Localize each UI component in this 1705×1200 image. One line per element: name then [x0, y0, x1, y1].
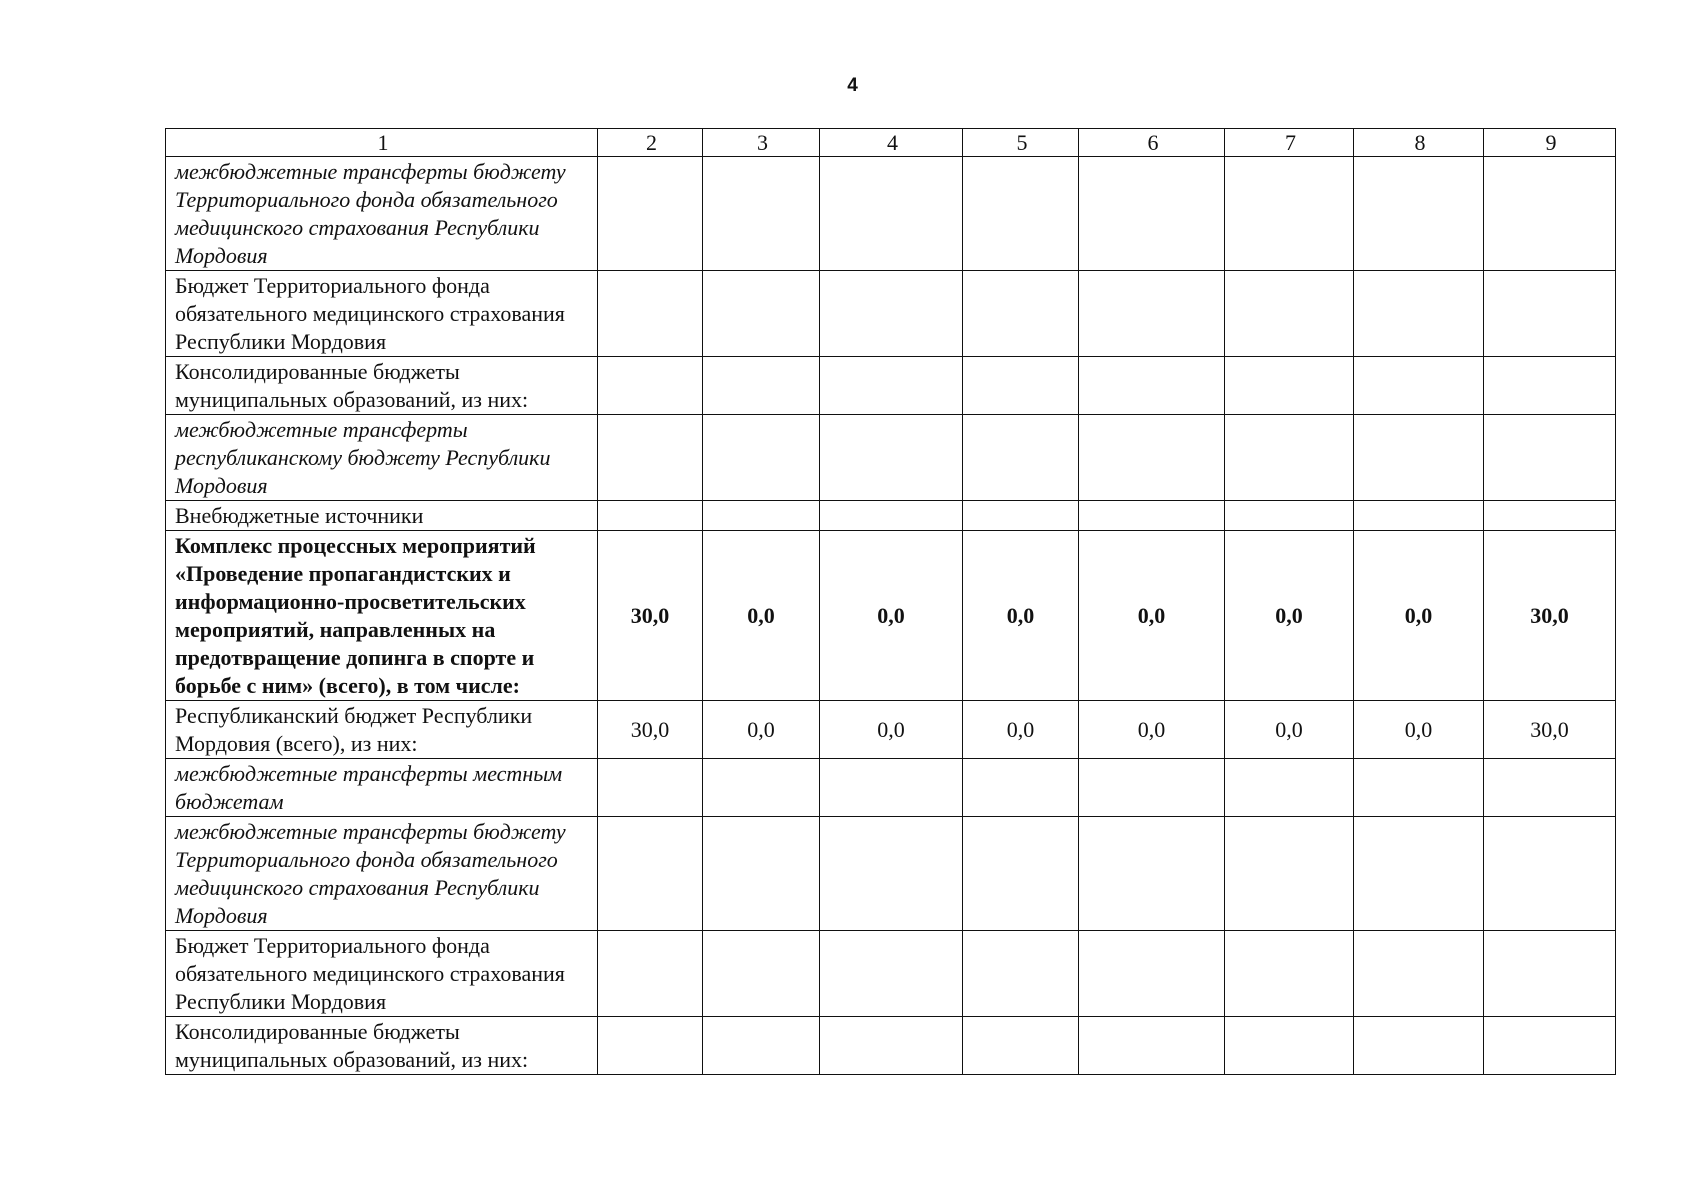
- value-cell: 30,0: [598, 701, 703, 759]
- value-cell: [1225, 759, 1354, 817]
- value-cell: [703, 271, 820, 357]
- value-cell: [1079, 501, 1225, 531]
- value-cell: [1225, 415, 1354, 501]
- value-cell: [1484, 157, 1616, 271]
- value-cell: 30,0: [1484, 701, 1616, 759]
- row-label: Бюджет Территориального фонда обязательного медицинского страхования Республики Мордовия: [166, 271, 598, 357]
- value-cell: [598, 271, 703, 357]
- value-cell: [1225, 817, 1354, 931]
- value-cell: [820, 271, 963, 357]
- table-row: [166, 415, 1616, 501]
- value-cell: 0,0: [1079, 701, 1225, 759]
- value-cell: [598, 157, 703, 271]
- table-row: [166, 157, 1616, 271]
- value-cell: [1079, 157, 1225, 271]
- row-label: межбюджетные трансферты республиканскому бюджету Республики Мордовия: [166, 415, 598, 501]
- table-row: [166, 501, 1616, 531]
- value-cell: [1354, 931, 1484, 1017]
- value-cell: [1225, 357, 1354, 415]
- value-cell: [703, 357, 820, 415]
- value-cell: [1484, 1017, 1616, 1075]
- header-cell: 4: [820, 129, 963, 157]
- value-cell: 0,0: [1225, 531, 1354, 701]
- value-cell: 0,0: [820, 701, 963, 759]
- header-cell: 2: [598, 129, 703, 157]
- value-cell: [963, 931, 1079, 1017]
- row-label: Бюджет Территориального фонда обязательного медицинского страхования Республики Мордовия: [166, 931, 598, 1017]
- value-cell: [820, 357, 963, 415]
- row-label: межбюджетные трансферты местным бюджетам: [166, 759, 598, 817]
- value-cell: [1225, 271, 1354, 357]
- value-cell: [820, 1017, 963, 1075]
- table-row: [166, 357, 1616, 415]
- header-cell: 3: [703, 129, 820, 157]
- value-cell: [1354, 157, 1484, 271]
- value-cell: [1484, 357, 1616, 415]
- table-row: [166, 759, 1616, 817]
- value-cell: [963, 271, 1079, 357]
- value-cell: [820, 501, 963, 531]
- header-cell: 5: [963, 129, 1079, 157]
- value-cell: [1225, 501, 1354, 531]
- value-cell: [820, 415, 963, 501]
- row-label: межбюджетные трансферты бюджету Территориального фонда обязательного медицинского страхования Республики Мордовия: [166, 157, 598, 271]
- value-cell: [1354, 357, 1484, 415]
- header-cell: 6: [1079, 129, 1225, 157]
- row-label: Комплекс процессных мероприятий «Проведение пропагандистских и информационно-просветительских мероприятий, направленных на предотвращение допинга в спорте и борьбе с ним» (всего), в том числе:: [166, 531, 598, 701]
- value-cell: [1484, 271, 1616, 357]
- value-cell: 30,0: [598, 531, 703, 701]
- table-row: [166, 701, 1616, 759]
- value-cell: 0,0: [1354, 531, 1484, 701]
- value-cell: [1225, 157, 1354, 271]
- value-cell: [1484, 415, 1616, 501]
- row-label: Консолидированные бюджеты муниципальных образований, из них:: [166, 1017, 598, 1075]
- value-cell: [963, 157, 1079, 271]
- value-cell: [963, 501, 1079, 531]
- value-cell: [963, 415, 1079, 501]
- header-cell: 7: [1225, 129, 1354, 157]
- value-cell: [963, 817, 1079, 931]
- value-cell: 30,0: [1484, 531, 1616, 701]
- table-row: [166, 271, 1616, 357]
- row-label: Республиканский бюджет Республики Мордовия (всего), из них:: [166, 701, 598, 759]
- value-cell: 0,0: [703, 701, 820, 759]
- value-cell: [598, 1017, 703, 1075]
- value-cell: [1354, 415, 1484, 501]
- value-cell: [1079, 415, 1225, 501]
- value-cell: [820, 157, 963, 271]
- value-cell: [703, 157, 820, 271]
- table-row: [166, 531, 1616, 701]
- value-cell: [1225, 931, 1354, 1017]
- value-cell: [1079, 817, 1225, 931]
- value-cell: [963, 759, 1079, 817]
- table-body: [166, 129, 1616, 1075]
- value-cell: [1079, 759, 1225, 817]
- table-row: [166, 817, 1616, 931]
- value-cell: [598, 357, 703, 415]
- table-row: [166, 1017, 1616, 1075]
- value-cell: [1354, 1017, 1484, 1075]
- value-cell: [1484, 817, 1616, 931]
- value-cell: 0,0: [963, 531, 1079, 701]
- value-cell: [598, 415, 703, 501]
- row-label: Консолидированные бюджеты муниципальных образований, из них:: [166, 357, 598, 415]
- value-cell: [1354, 759, 1484, 817]
- value-cell: [598, 931, 703, 1017]
- value-cell: 0,0: [1354, 701, 1484, 759]
- table-row: [166, 931, 1616, 1017]
- value-cell: [598, 817, 703, 931]
- value-cell: [1354, 501, 1484, 531]
- value-cell: 0,0: [820, 531, 963, 701]
- value-cell: [703, 415, 820, 501]
- value-cell: [598, 759, 703, 817]
- value-cell: [1354, 271, 1484, 357]
- value-cell: [1079, 931, 1225, 1017]
- row-label: межбюджетные трансферты бюджету Территориального фонда обязательного медицинского страхования Республики Мордовия: [166, 817, 598, 931]
- value-cell: [963, 1017, 1079, 1075]
- value-cell: [1484, 931, 1616, 1017]
- value-cell: [1079, 271, 1225, 357]
- value-cell: [1225, 1017, 1354, 1075]
- value-cell: [1354, 817, 1484, 931]
- value-cell: [820, 817, 963, 931]
- value-cell: 0,0: [1225, 701, 1354, 759]
- value-cell: [1484, 759, 1616, 817]
- value-cell: [1079, 1017, 1225, 1075]
- value-cell: [703, 931, 820, 1017]
- value-cell: [703, 1017, 820, 1075]
- value-cell: [703, 501, 820, 531]
- value-cell: 0,0: [1079, 531, 1225, 701]
- table-header-row: [166, 129, 1616, 157]
- page-number: 4: [847, 75, 858, 96]
- value-cell: [820, 931, 963, 1017]
- value-cell: 0,0: [963, 701, 1079, 759]
- value-cell: 0,0: [703, 531, 820, 701]
- header-cell: 1: [166, 129, 598, 157]
- value-cell: [703, 817, 820, 931]
- value-cell: [1079, 357, 1225, 415]
- value-cell: [598, 501, 703, 531]
- value-cell: [1484, 501, 1616, 531]
- value-cell: [820, 759, 963, 817]
- value-cell: [963, 357, 1079, 415]
- row-label: Внебюджетные источники: [166, 501, 598, 531]
- header-cell: 9: [1484, 129, 1616, 157]
- value-cell: [703, 759, 820, 817]
- funding-table: [165, 128, 1616, 1075]
- header-cell: 8: [1354, 129, 1484, 157]
